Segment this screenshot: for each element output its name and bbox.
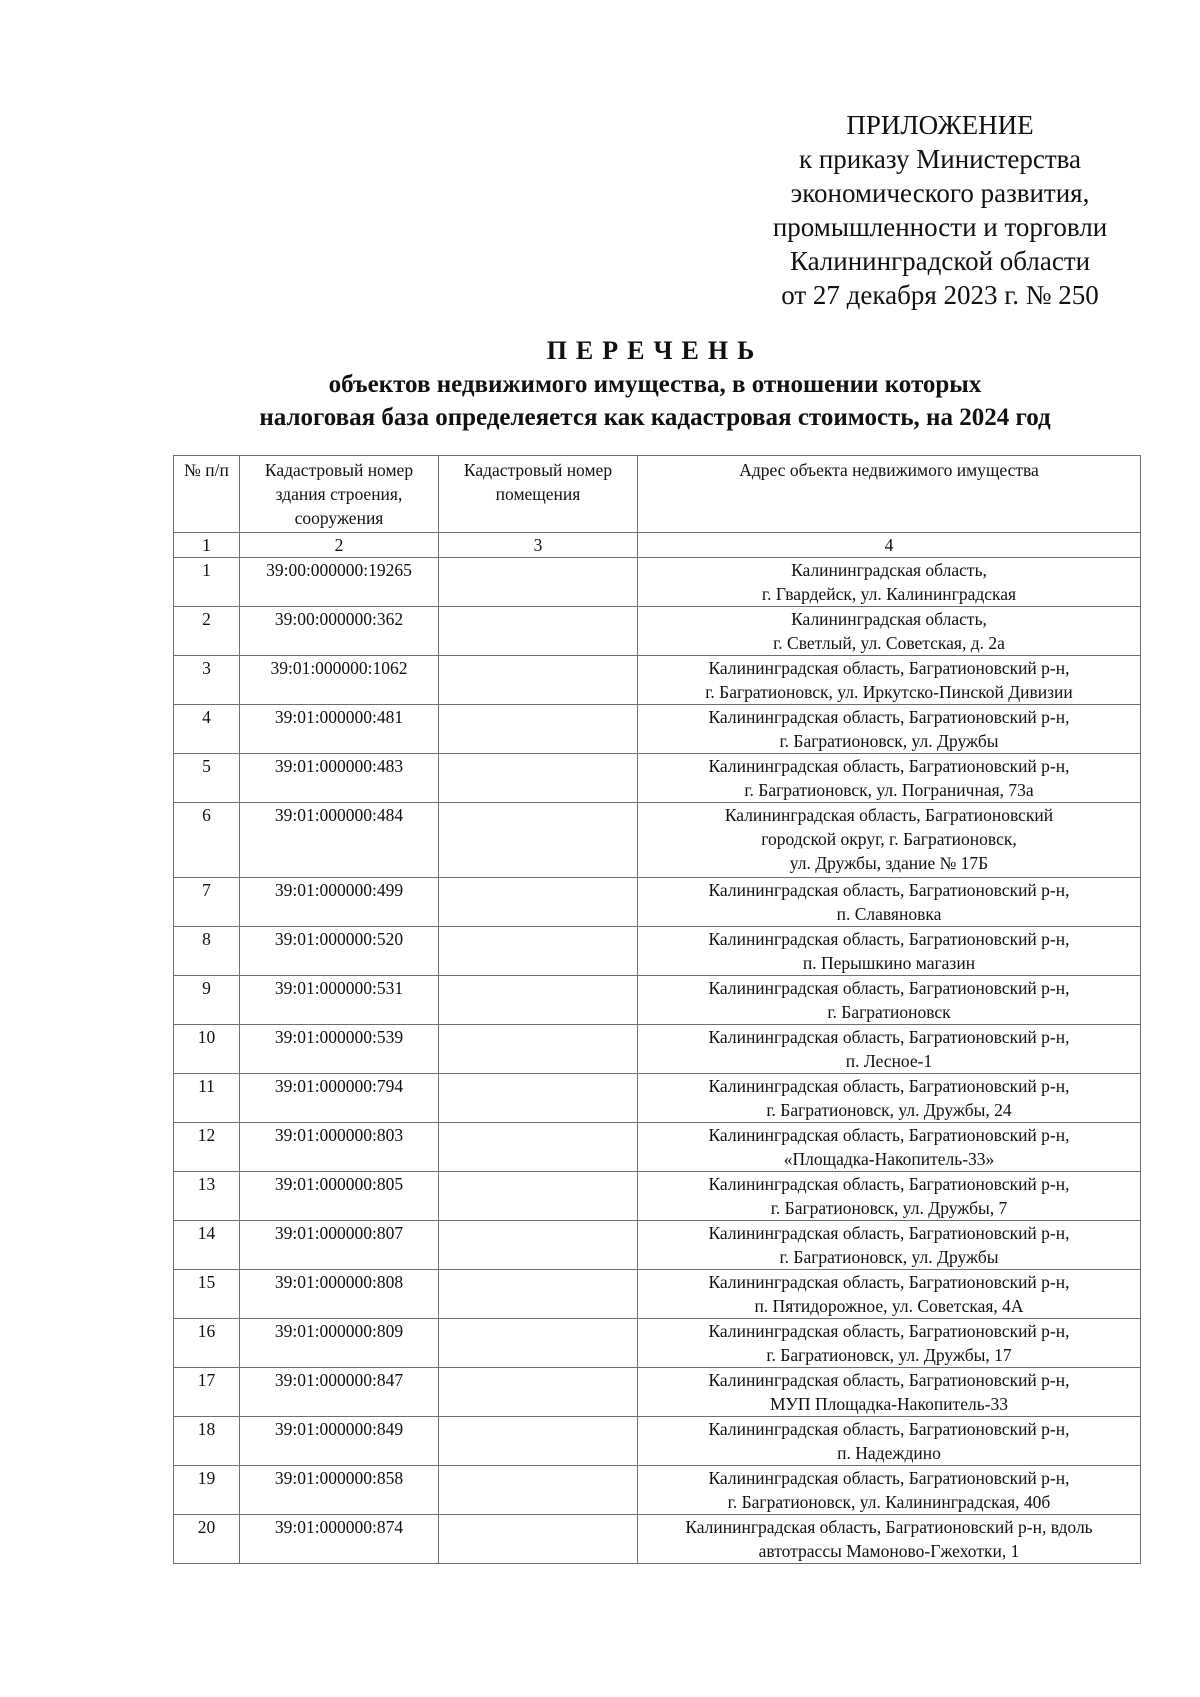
- appendix-line: ПРИЛОЖЕНИЕ: [846, 110, 1034, 140]
- row-number-cell: 17: [174, 1368, 240, 1417]
- table-row: [174, 1172, 1141, 1221]
- column-number: 1: [174, 533, 240, 558]
- table-row: [174, 754, 1141, 803]
- address-cell: Калининградская область, Багратионовский р-н, МУП Площадка-Накопитель-33: [638, 1368, 1141, 1417]
- room-cadastral-cell: [439, 1123, 638, 1172]
- building-cadastral-cell: 39:01:000000:858: [240, 1466, 439, 1515]
- building-cadastral-cell: 39:01:000000:807: [240, 1221, 439, 1270]
- address-cell: Калининградская область, г. Гвардейск, ул. Калининградская: [638, 558, 1141, 607]
- table-row: [174, 607, 1141, 656]
- appendix-line: экономического развития,: [790, 178, 1090, 208]
- address-cell: Калининградская область, Багратионовский р-н, г. Багратионовск, ул. Пограничная, 73а: [638, 754, 1141, 803]
- room-cadastral-cell: [439, 1466, 638, 1515]
- building-cadastral-cell: 39:01:000000:531: [240, 976, 439, 1025]
- table-row: [174, 1368, 1141, 1417]
- title-subtitle-line: налоговая база определеяется как кадастровая стоимость, на 2024 год: [259, 404, 1051, 431]
- building-cadastral-cell: 39:01:000000:809: [240, 1319, 439, 1368]
- building-cadastral-cell: 39:00:000000:362: [240, 607, 439, 656]
- row-number-cell: 3: [174, 656, 240, 705]
- row-number-cell: 13: [174, 1172, 240, 1221]
- building-cadastral-cell: 39:01:000000:539: [240, 1025, 439, 1074]
- row-number-cell: 12: [174, 1123, 240, 1172]
- room-cadastral-cell: [439, 1515, 638, 1564]
- room-cadastral-cell: [439, 558, 638, 607]
- table-row: [174, 803, 1141, 878]
- table-row: [174, 1221, 1141, 1270]
- row-number-cell: 9: [174, 976, 240, 1025]
- column-number: 2: [240, 533, 439, 558]
- building-cadastral-cell: 39:01:000000:803: [240, 1123, 439, 1172]
- building-cadastral-cell: 39:01:000000:499: [240, 878, 439, 927]
- building-cadastral-cell: 39:01:000000:847: [240, 1368, 439, 1417]
- table-row: [174, 1270, 1141, 1319]
- header-building-cadastral: Кадастровый номер здания строения, сооружения: [240, 456, 439, 533]
- address-cell: Калининградская область, Багратионовский р-н, г. Багратионовск, ул. Иркутско-Пинской Дивизии: [638, 656, 1141, 705]
- room-cadastral-cell: [439, 607, 638, 656]
- appendix-line: Калининградской области: [789, 246, 1091, 276]
- room-cadastral-cell: [439, 803, 638, 878]
- address-cell: Калининградская область, Багратионовский р-н, п. Надеждино: [638, 1417, 1141, 1466]
- address-cell: Калининградская область, Багратионовский р-н, г. Багратионовск, ул. Дружбы, 24: [638, 1074, 1141, 1123]
- table-row: [174, 927, 1141, 976]
- building-cadastral-cell: 39:01:000000:849: [240, 1417, 439, 1466]
- table-row: [174, 1025, 1141, 1074]
- room-cadastral-cell: [439, 1319, 638, 1368]
- table-body: [174, 558, 1141, 1564]
- table-row: [174, 1123, 1141, 1172]
- row-number-cell: 1: [174, 558, 240, 607]
- table-row: [174, 878, 1141, 927]
- header-row-number: № п/п: [174, 456, 240, 533]
- appendix-block: [720, 108, 1160, 312]
- address-cell: Калининградская область, Багратионовский р-н, п. Лесное-1: [638, 1025, 1141, 1074]
- address-cell: Калининградская область, Багратионовский городской округ, г. Багратионовск, ул. Дружбы, здание № 17Б: [638, 803, 1141, 878]
- table-row: [174, 1515, 1141, 1564]
- address-cell: Калининградская область, Багратионовский р-н, г. Багратионовск, ул. Дружбы, 17: [638, 1319, 1141, 1368]
- room-cadastral-cell: [439, 1221, 638, 1270]
- header-address: Адрес объекта недвижимого имущества: [638, 456, 1141, 533]
- room-cadastral-cell: [439, 976, 638, 1025]
- room-cadastral-cell: [439, 1417, 638, 1466]
- building-cadastral-cell: 39:01:000000:805: [240, 1172, 439, 1221]
- appendix-line: к приказу Министерства: [798, 144, 1082, 174]
- row-number-cell: 18: [174, 1417, 240, 1466]
- table-row: [174, 558, 1141, 607]
- building-cadastral-cell: 39:01:000000:520: [240, 927, 439, 976]
- room-cadastral-cell: [439, 705, 638, 754]
- column-number-row: [174, 533, 1141, 558]
- row-number-cell: 19: [174, 1466, 240, 1515]
- title-main: ПЕРЕЧЕНЬ: [546, 336, 764, 365]
- building-cadastral-cell: 39:01:000000:808: [240, 1270, 439, 1319]
- address-cell: Калининградская область, Багратионовский р-н, г. Багратионовск, ул. Дружбы, 7: [638, 1172, 1141, 1221]
- building-cadastral-cell: 39:00:000000:19265: [240, 558, 439, 607]
- address-cell: Калининградская область, Багратионовский р-н, г. Багратионовск, ул. Калининградская, 40б: [638, 1466, 1141, 1515]
- building-cadastral-cell: 39:01:000000:484: [240, 803, 439, 878]
- room-cadastral-cell: [439, 927, 638, 976]
- address-cell: Калининградская область, Багратионовский р-н, п. Пятидорожное, ул. Советская, 4А: [638, 1270, 1141, 1319]
- room-cadastral-cell: [439, 878, 638, 927]
- table-row: [174, 1319, 1141, 1368]
- row-number-cell: 6: [174, 803, 240, 878]
- appendix-line: промышленности и торговли: [772, 212, 1108, 242]
- building-cadastral-cell: 39:01:000000:1062: [240, 656, 439, 705]
- row-number-cell: 7: [174, 878, 240, 927]
- table-row: [174, 1417, 1141, 1466]
- row-number-cell: 4: [174, 705, 240, 754]
- table-row: [174, 976, 1141, 1025]
- room-cadastral-cell: [439, 656, 638, 705]
- room-cadastral-cell: [439, 1270, 638, 1319]
- room-cadastral-cell: [439, 1074, 638, 1123]
- header-room-cadastral: Кадастровый номер помещения: [439, 456, 638, 533]
- address-cell: Калининградская область, Багратионовский р-н, «Площадка-Накопитель-33»: [638, 1123, 1141, 1172]
- table-row: [174, 1466, 1141, 1515]
- appendix-line: от 27 декабря 2023 г. № 250: [781, 280, 1099, 310]
- address-cell: Калининградская область, г. Светлый, ул. Советская, д. 2а: [638, 607, 1141, 656]
- table-row: [174, 656, 1141, 705]
- row-number-cell: 10: [174, 1025, 240, 1074]
- building-cadastral-cell: 39:01:000000:874: [240, 1515, 439, 1564]
- address-cell: Калининградская область, Багратионовский р-н, г. Багратионовск: [638, 976, 1141, 1025]
- room-cadastral-cell: [439, 1172, 638, 1221]
- row-number-cell: 15: [174, 1270, 240, 1319]
- table-row: [174, 705, 1141, 754]
- document-title: [170, 334, 1140, 434]
- room-cadastral-cell: [439, 1025, 638, 1074]
- room-cadastral-cell: [439, 754, 638, 803]
- address-cell: Калининградская область, Багратионовский р-н, г. Багратионовск, ул. Дружбы: [638, 1221, 1141, 1270]
- table-row: [174, 1074, 1141, 1123]
- property-registry-table: [173, 455, 1141, 1564]
- row-number-cell: 20: [174, 1515, 240, 1564]
- table-header-row: [174, 456, 1141, 533]
- row-number-cell: 11: [174, 1074, 240, 1123]
- room-cadastral-cell: [439, 1368, 638, 1417]
- row-number-cell: 16: [174, 1319, 240, 1368]
- row-number-cell: 14: [174, 1221, 240, 1270]
- row-number-cell: 5: [174, 754, 240, 803]
- column-number: 3: [439, 533, 638, 558]
- row-number-cell: 8: [174, 927, 240, 976]
- title-subtitle-line: объектов недвижимого имущества, в отношении которых: [328, 371, 982, 398]
- address-cell: Калининградская область, Багратионовский р-н, п. Перышкино магазин: [638, 927, 1141, 976]
- address-cell: Калининградская область, Багратионовский р-н, вдоль автотрассы Мамоново-Гжехотки, 1: [638, 1515, 1141, 1564]
- row-number-cell: 2: [174, 607, 240, 656]
- address-cell: Калининградская область, Багратионовский р-н, п. Славяновка: [638, 878, 1141, 927]
- building-cadastral-cell: 39:01:000000:481: [240, 705, 439, 754]
- address-cell: Калининградская область, Багратионовский р-н, г. Багратионовск, ул. Дружбы: [638, 705, 1141, 754]
- building-cadastral-cell: 39:01:000000:483: [240, 754, 439, 803]
- building-cadastral-cell: 39:01:000000:794: [240, 1074, 439, 1123]
- column-number: 4: [638, 533, 1141, 558]
